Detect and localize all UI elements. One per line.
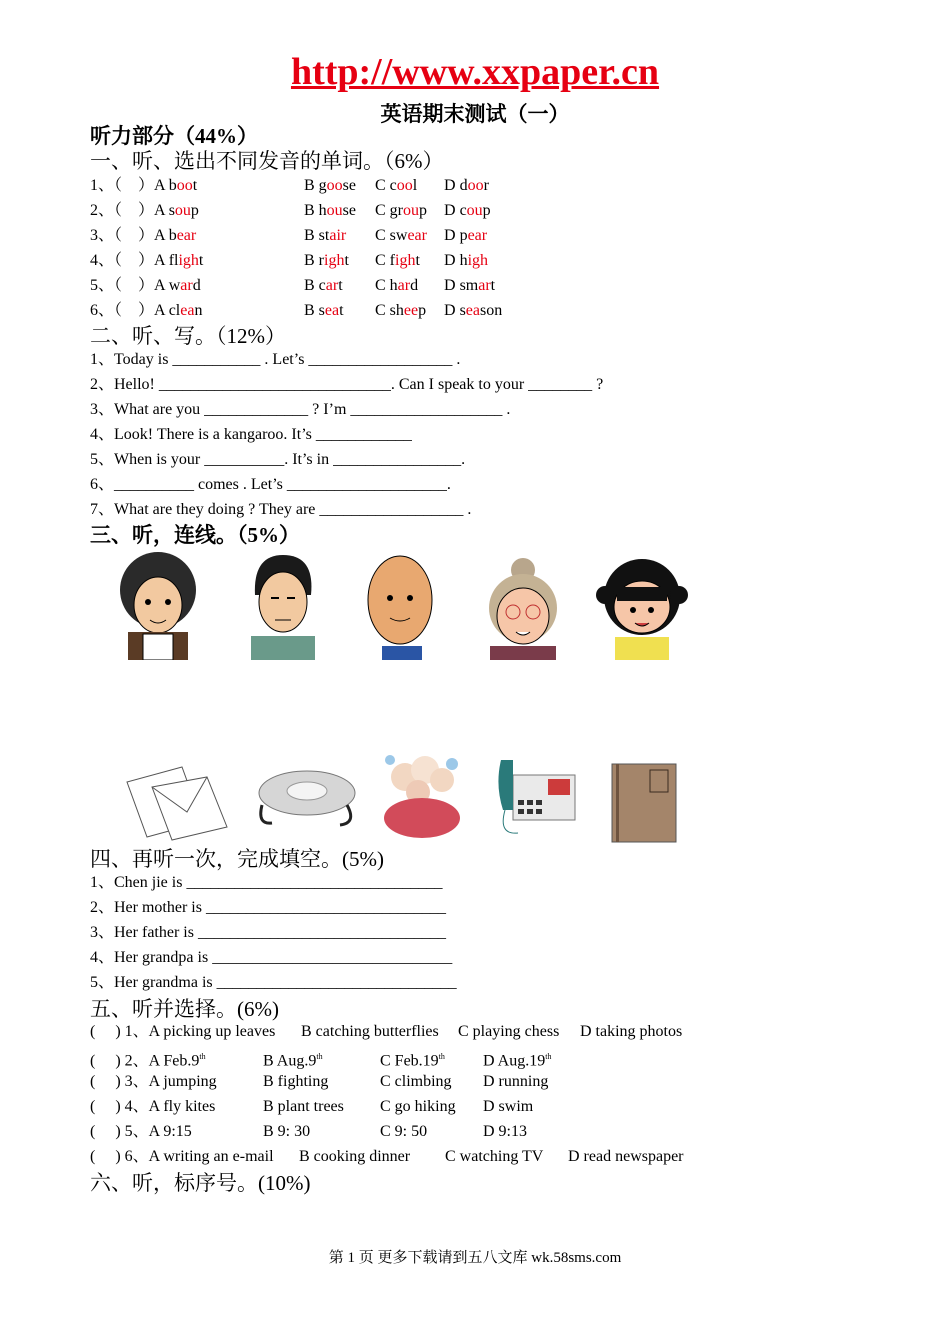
word-part: n <box>194 302 203 319</box>
girl-figure-picture <box>595 555 690 660</box>
word-part: s <box>318 302 325 319</box>
option-a <box>90 250 203 272</box>
word-part: l <box>412 177 418 194</box>
fill-line-1: 1、Today is ___________ . Let’s __________________ . <box>90 351 461 368</box>
grandma-figure-picture <box>478 550 568 660</box>
word-part: cl <box>168 302 181 319</box>
choice-option-d: D swim <box>483 1098 534 1115</box>
page-footer: 第 1 页 更多下载请到五八文库 wk.58sms.com <box>328 1250 622 1266</box>
word-part: f <box>389 252 395 269</box>
highlighted-sound: ar <box>397 277 411 294</box>
word-part: p <box>482 202 491 219</box>
choice-option-d: D running <box>483 1073 549 1090</box>
option-d <box>444 275 495 297</box>
option-c <box>375 225 427 247</box>
choice-option-b: B fighting <box>263 1073 329 1090</box>
fill-line-4: 4、Look! There is a kangaroo. It’s ____________ <box>90 426 412 443</box>
section-6-heading: 六、听，标序号。(10%) <box>90 1171 311 1195</box>
option-a <box>90 175 197 197</box>
ordinal-suffix: th <box>438 1052 445 1061</box>
option-label: B <box>304 202 319 219</box>
option-label: D <box>444 177 460 194</box>
choice-option-c: C watching TV <box>445 1148 544 1165</box>
fill-line-6: 6、__________ comes . Let’s ____________________. <box>90 476 451 493</box>
word-part: t <box>198 252 204 269</box>
option-b <box>304 300 344 322</box>
choice-option-a: ( ) 6、A writing an e-mail <box>90 1148 274 1165</box>
highlighted-sound: igh <box>467 252 489 269</box>
highlighted-sound: ar <box>180 277 193 294</box>
option-c <box>375 275 418 297</box>
option-label: 3、（ ）A <box>90 227 169 244</box>
option-label: 2、（ ）A <box>90 202 169 219</box>
listening-part-heading: 听力部分（44%） <box>90 124 258 148</box>
fill-line-2: 2、Hello! _____________________________. Can I speak to your ________ ? <box>90 376 604 393</box>
option-a <box>90 275 201 297</box>
option-d <box>444 175 489 197</box>
word-part: t <box>415 252 420 269</box>
highlighted-sound: ou <box>326 202 343 219</box>
choice-option-d: D 9:13 <box>483 1123 527 1140</box>
choice-option-d: D Aug.19th <box>483 1052 552 1070</box>
option-label: D <box>444 252 460 269</box>
word-part: p <box>459 227 468 244</box>
option-label: 6、（ ）A <box>90 302 169 319</box>
option-label: C <box>375 177 390 194</box>
father-figure-picture <box>243 550 323 660</box>
word-part: fl <box>168 252 179 269</box>
word-part: b <box>168 227 177 244</box>
book-picture <box>610 762 678 844</box>
choice-option-b: B Aug.9th <box>263 1052 323 1070</box>
highlighted-sound: ou <box>466 202 483 219</box>
option-d <box>444 250 488 272</box>
word-part: t <box>490 277 496 294</box>
highlighted-sound: ar <box>478 277 491 294</box>
choice-option-d: D taking photos <box>580 1023 683 1040</box>
option-c <box>375 250 420 272</box>
highlighted-sound: ear <box>467 227 488 244</box>
word-part: st <box>318 227 330 244</box>
option-label: C <box>375 252 390 269</box>
option-label: C <box>375 302 390 319</box>
family-line-2: 2、Her mother is ______________________________ <box>90 899 446 916</box>
highlighted-sound: ou <box>403 202 419 219</box>
option-b <box>304 200 356 222</box>
word-part: son <box>480 302 503 319</box>
fill-line-7: 7、What are they doing ? They are __________________ . <box>90 501 472 518</box>
word-part: p <box>418 302 427 319</box>
highlighted-sound: oo <box>467 177 484 194</box>
highlighted-sound: ou <box>174 202 191 219</box>
word-part: c <box>318 277 326 294</box>
cd-player-picture <box>252 765 362 830</box>
option-label: B <box>304 252 319 269</box>
word-part: sh <box>389 302 404 319</box>
word-part: d <box>192 277 201 294</box>
word-part: sw <box>389 227 408 244</box>
word-part: c <box>459 202 467 219</box>
word-part: s <box>459 302 466 319</box>
option-label: D <box>444 302 460 319</box>
choice-option-c: C 9: 50 <box>380 1123 428 1140</box>
word-part: sm <box>459 277 479 294</box>
section-5-heading: 五、听并选择。(6%) <box>90 997 279 1021</box>
letters-envelope-picture <box>122 762 237 842</box>
site-url-link[interactable]: http://www.xxpaper.cn <box>290 51 660 93</box>
option-label: 4、（ ）A <box>90 252 169 269</box>
word-part: t <box>339 302 344 319</box>
option-d <box>444 200 491 222</box>
option-label: 5、（ ）A <box>90 277 169 294</box>
choice-option-c: C playing chess <box>458 1023 560 1040</box>
word-part: h <box>389 277 398 294</box>
option-b <box>304 175 356 197</box>
highlighted-sound: igh <box>395 252 416 269</box>
option-a <box>90 225 196 247</box>
word-part: se <box>342 177 356 194</box>
choice-option-d: D read newspaper <box>568 1148 684 1165</box>
choice-option-b: B catching butterflies <box>301 1023 439 1040</box>
choice-option-a: ( ) 2、A Feb.9th <box>90 1052 206 1070</box>
option-label: B <box>304 177 319 194</box>
section-4-heading: 四、再听一次，完成填空。(5%) <box>90 847 384 871</box>
family-line-4: 4、Her grandpa is ______________________________ <box>90 949 453 966</box>
option-c <box>375 300 426 322</box>
option-label: D <box>444 277 460 294</box>
word-part: t <box>192 177 198 194</box>
word-part: se <box>342 202 356 219</box>
option-d <box>444 300 502 322</box>
highlighted-sound: ea <box>465 302 480 319</box>
option-c <box>375 175 417 197</box>
ordinal-suffix: th <box>316 1052 323 1061</box>
word-part: w <box>168 277 181 294</box>
highlighted-sound: ea <box>180 302 195 319</box>
highlighted-sound: ear <box>407 227 427 244</box>
word-part: r <box>483 177 489 194</box>
word-part: p <box>190 202 199 219</box>
option-c <box>375 200 427 222</box>
ordinal-suffix: th <box>199 1052 206 1061</box>
highlighted-sound: air <box>329 227 347 244</box>
highlighted-sound: igh <box>178 252 199 269</box>
telephone-picture <box>493 755 583 840</box>
section-1-heading: 一、听、选出不同发音的单词。（6%） <box>90 149 444 173</box>
highlighted-sound: igh <box>324 252 345 269</box>
choice-option-c: C go hiking <box>380 1098 456 1115</box>
option-label: C <box>375 202 390 219</box>
family-line-5: 5、Her grandma is ______________________________ <box>90 974 457 991</box>
option-b <box>304 250 349 272</box>
option-label: B <box>304 227 319 244</box>
option-label: D <box>444 227 460 244</box>
word-part: b <box>168 177 177 194</box>
word-part: h <box>318 202 327 219</box>
option-b <box>304 225 346 247</box>
word-part: gr <box>389 202 403 219</box>
choice-option-a: ( ) 3、A jumping <box>90 1073 217 1090</box>
option-label: B <box>304 277 319 294</box>
option-b <box>304 275 343 297</box>
word-part: t <box>344 252 349 269</box>
word-part: c <box>389 177 397 194</box>
highlighted-sound: oo <box>176 177 193 194</box>
choice-option-b: B 9: 30 <box>263 1123 311 1140</box>
option-label: B <box>304 302 319 319</box>
highlighted-sound: ea <box>324 302 340 319</box>
family-line-1: 1、Chen jie is ________________________________ <box>90 874 443 891</box>
option-label: C <box>375 227 390 244</box>
option-a <box>90 200 199 222</box>
exam-title: 英语期末测试（一） <box>380 102 570 126</box>
fill-line-5: 5、When is your __________. It’s in ________________. <box>90 451 466 468</box>
highlighted-sound: oo <box>326 177 343 194</box>
bubble-bath-picture <box>380 752 465 842</box>
highlighted-sound: ar <box>325 277 339 294</box>
fill-line-3: 3、What are you _____________ ? I’m ___________________ . <box>90 401 511 418</box>
option-label: C <box>375 277 390 294</box>
word-part: r <box>318 252 324 269</box>
option-d <box>444 225 487 247</box>
word-part: p <box>419 202 427 219</box>
ordinal-suffix: th <box>545 1052 552 1061</box>
choice-option-a: ( ) 1、A picking up leaves <box>90 1023 276 1040</box>
family-line-3: 3、Her father is _______________________________ <box>90 924 446 941</box>
mother-figure-picture <box>108 550 208 660</box>
word-part: h <box>459 252 468 269</box>
choice-option-b: B cooking dinner <box>299 1148 411 1165</box>
choice-option-c: C Feb.19th <box>380 1052 445 1070</box>
highlighted-sound: ee <box>403 302 419 319</box>
section-3-heading: 三、听，连线。（5%） <box>90 523 300 547</box>
highlighted-sound: oo <box>396 177 413 194</box>
choice-option-a: ( ) 5、A 9:15 <box>90 1123 192 1140</box>
option-label: 1、（ ）A <box>90 177 169 194</box>
choice-option-b: B plant trees <box>263 1098 344 1115</box>
option-label: D <box>444 202 460 219</box>
grandpa-figure-picture <box>358 550 448 660</box>
option-a <box>90 300 202 322</box>
word-part: s <box>168 202 175 219</box>
choice-option-a: ( ) 4、A fly kites <box>90 1098 216 1115</box>
choice-option-c: C climbing <box>380 1073 452 1090</box>
section-2-heading: 二、听、写。（12%） <box>90 324 286 348</box>
word-part: d <box>410 277 419 294</box>
highlighted-sound: ear <box>176 227 197 244</box>
word-part: t <box>338 277 343 294</box>
word-part: g <box>318 177 327 194</box>
word-part: d <box>459 177 468 194</box>
